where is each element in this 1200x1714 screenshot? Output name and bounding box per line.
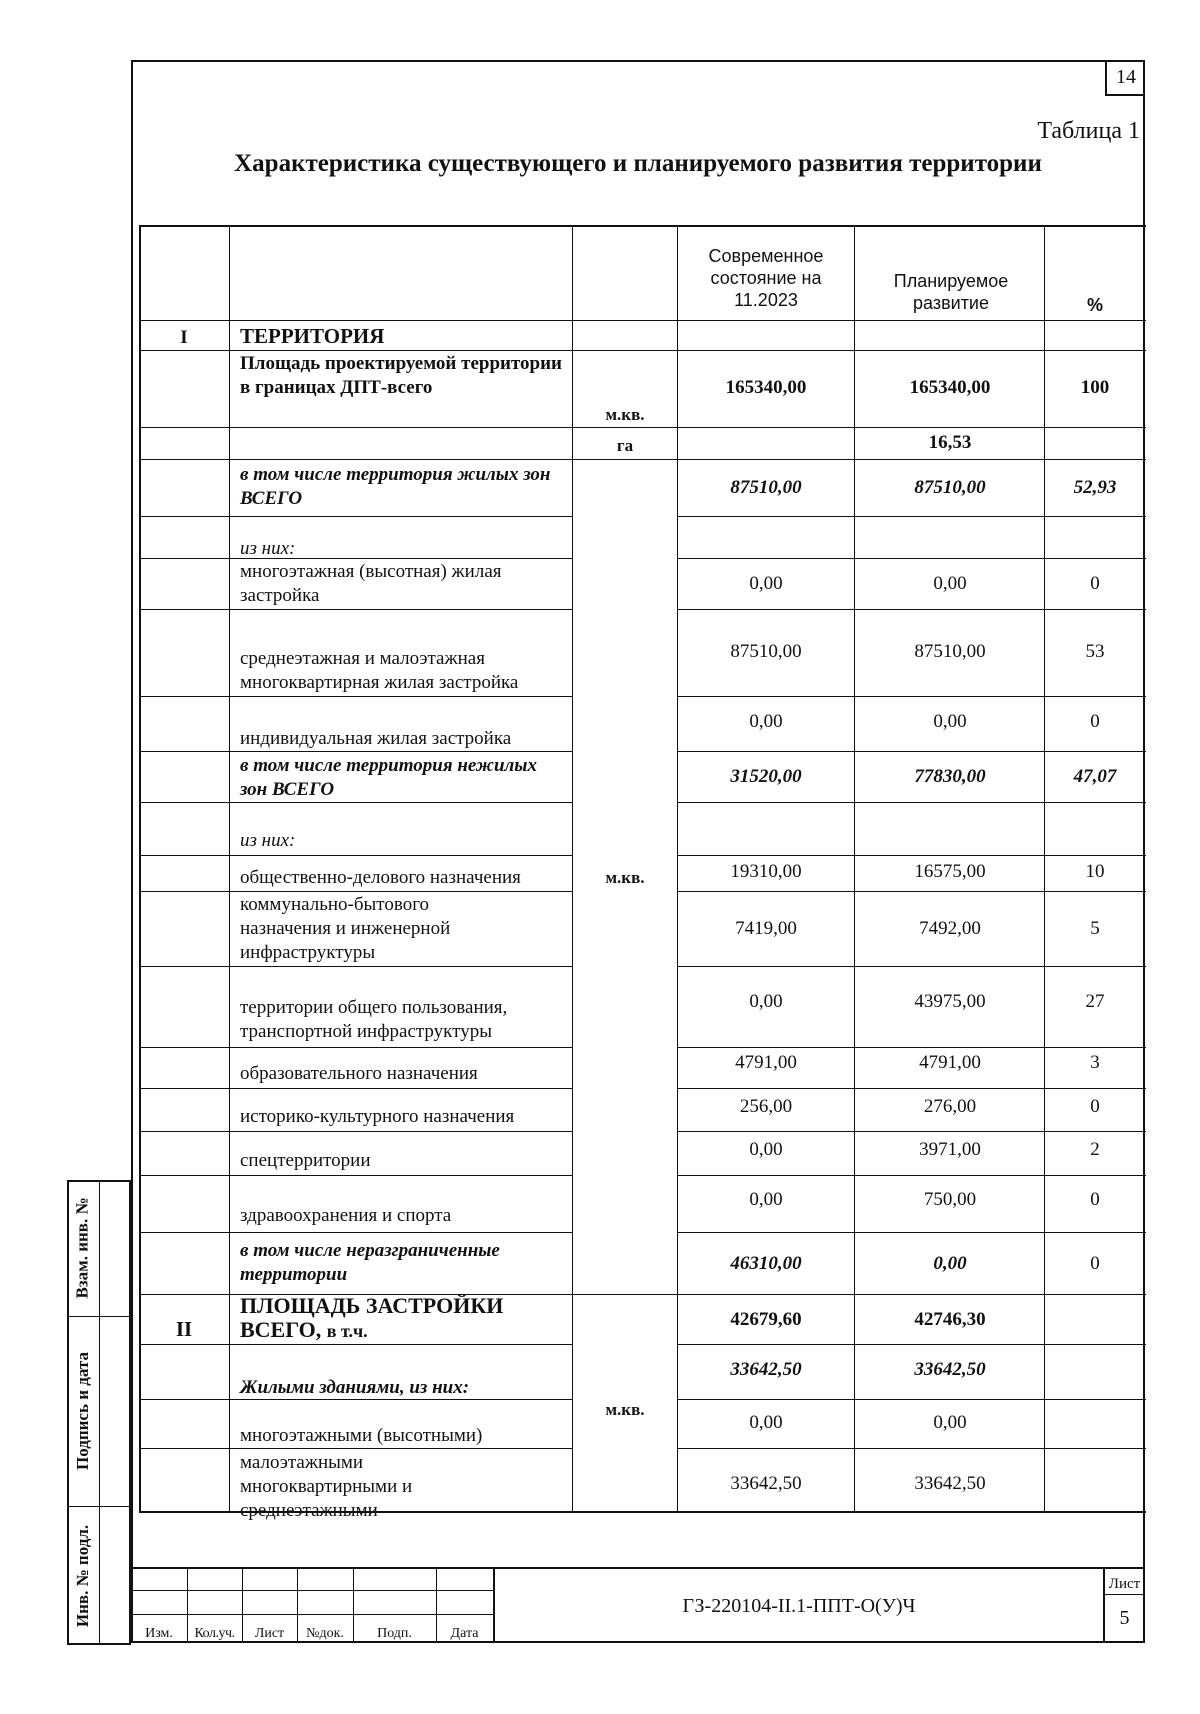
row-divider [139,609,572,610]
row-divider [139,427,1146,428]
row-planned: 165340,00 [909,377,991,398]
row-name: историко-культурного назначения [240,1106,515,1127]
row-percent: 47,07 [1073,766,1117,787]
row-planned: 16,53 [928,432,972,453]
row-divider [139,516,572,517]
row-current: 0,00 [749,573,783,594]
row-planned: 42746,30 [914,1309,986,1330]
row-divider [139,1232,572,1233]
row-name: образовательного назначения [240,1063,478,1084]
row-percent: 100 [1080,377,1110,398]
row-planned: 750,00 [923,1189,977,1210]
row-planned: 43975,00 [914,991,986,1012]
row-planned: 276,00 [923,1096,977,1117]
row-percent: 0 [1090,573,1100,594]
row-planned: 0,00 [933,711,967,732]
row-divider [139,350,1146,351]
row-current: 0,00 [749,991,783,1012]
row-divider [677,802,1146,803]
row-current: 7419,00 [735,918,797,939]
row-divider [139,320,1146,321]
row-current: 31520,00 [730,766,802,787]
row-name: коммунально-бытового назначения и инженерной инфраструктуры [240,894,451,963]
sheet-number: 5 [1119,1607,1130,1629]
row-percent: 3 [1090,1052,1100,1073]
row-divider [139,891,572,892]
row-divider [139,1088,572,1089]
row-percent: 0 [1090,1189,1100,1210]
row-percent: 0 [1090,1253,1100,1274]
row-current: 0,00 [749,711,783,732]
row-planned: 33642,50 [914,1473,986,1494]
header-planned: Планируемое развитие [893,271,1009,313]
row-name: из них: [240,538,296,559]
side-inv-exchange: Взам. инв. № [73,1197,93,1299]
row-planned: 77830,00 [914,766,986,787]
row-divider [677,516,1146,517]
row-percent: 53 [1085,641,1105,662]
row-percent: 5 [1090,918,1100,939]
row-name: в том числе территория нежилых зон ВСЕГО [240,755,537,800]
row-name: многоэтажными (высотными) [240,1425,483,1446]
row-divider [677,696,1146,697]
table-label: Таблица 1 [1037,118,1140,144]
row-planned: 87510,00 [914,641,986,662]
side-inv-original: Инв. № подл. [73,1524,93,1627]
section-title-suffix: в т.ч. [326,1321,368,1341]
row-divider [677,609,1146,610]
section-title-line1: ПЛОЩАДЬ ЗАСТРОЙКИ [240,1293,504,1318]
col-divider [1044,225,1045,1513]
row-current: 4791,00 [735,1052,797,1073]
row-planned: 87510,00 [914,477,986,498]
row-divider [677,1344,1146,1345]
row-planned: 3971,00 [919,1139,981,1160]
stamp-col-kol: Кол.уч. [194,1626,235,1641]
row-divider [139,1344,572,1345]
header-percent: % [1086,295,1103,315]
row-planned: 4791,00 [919,1052,981,1073]
row-percent: 0 [1090,711,1100,732]
row-divider [677,855,1146,856]
row-name: среднеэтажная и малоэтажная многоквартирная жилая застройка [240,648,519,693]
row-divider [677,1175,1146,1176]
row-divider [677,1232,1146,1233]
row-percent: 10 [1085,861,1105,882]
stamp-col-podp: Подп. [377,1626,412,1641]
row-current: 42679,60 [730,1309,802,1330]
section-number: II [175,1317,193,1341]
row-unit: га [616,436,634,455]
stamp-col-data: Дата [450,1626,479,1641]
row-divider [677,966,1146,967]
col-divider [677,225,678,1513]
document-code: ГЗ-220104-II.1-ППТ-О(У)Ч [682,1595,916,1617]
row-current: 256,00 [739,1096,793,1117]
row-percent: 52,93 [1073,477,1117,498]
row-name: многоэтажная (высотная) жилая застройка [240,561,502,606]
stamp-top-line [131,1567,1145,1569]
row-divider [677,1131,1146,1132]
stamp-row-line [131,1590,493,1591]
row-divider [677,1399,1146,1400]
row-divider [139,802,572,803]
row-current: 0,00 [749,1189,783,1210]
sheet-label: Лист [1108,1576,1141,1592]
section-title-line2: ВСЕГО, [240,1317,327,1342]
row-planned: 7492,00 [919,918,981,939]
stamp-col-ndok: №док. [306,1626,344,1641]
row-current: 19310,00 [730,861,802,882]
header-current: Современное состояние на 11.2023 [708,246,824,310]
section-number: I [180,327,188,348]
row-divider [139,966,572,967]
col-divider [229,225,230,1513]
row-current: 165340,00 [725,377,807,398]
row-current: 33642,50 [730,1359,802,1380]
row-divider [139,855,572,856]
row-current: 0,00 [749,1412,783,1433]
row-name: Жилыми зданиями, из них: [240,1377,470,1398]
row-current: 46310,00 [730,1253,802,1274]
row-planned: 0,00 [933,1253,967,1274]
row-current: 87510,00 [730,641,802,662]
row-unit: м.кв. [605,868,645,887]
row-current: 87510,00 [730,477,802,498]
section-title [240,1294,570,1343]
row-planned: 33642,50 [914,1359,986,1380]
row-current: 33642,50 [730,1473,802,1494]
col-divider [854,225,855,1513]
row-name: общественно-делового назначения [240,867,521,888]
side-signature-date: Подпись и дата [73,1352,93,1470]
row-name: здравоохранения и спорта [240,1205,452,1226]
row-divider [139,751,572,752]
row-divider [677,891,1146,892]
row-name: в том числе территория жилых зон ВСЕГО [240,464,551,509]
row-divider [677,1047,1146,1048]
row-planned: 0,00 [933,1412,967,1433]
row-planned: 0,00 [933,573,967,594]
row-divider [677,1448,1146,1449]
row-planned: 16575,00 [914,861,986,882]
row-percent: 0 [1090,1096,1100,1117]
document-title: Характеристика существующего и планируемого развития территории [234,150,1042,177]
row-divider [139,1047,572,1048]
side-stamp-divider [99,1180,100,1645]
row-percent: 27 [1085,991,1105,1012]
stamp-col-list: Лист [254,1626,285,1641]
row-divider [677,1088,1146,1089]
stamp-row-line [131,1614,493,1615]
row-divider [139,696,572,697]
row-name: индивидуальная жилая застройка [240,728,512,749]
row-name: территории общего пользования, транспортной инфраструктуры [240,997,508,1042]
row-name: спецтерритории [240,1150,371,1171]
page-number: 14 [1105,60,1145,96]
row-name: Площадь проектируемой территории в границах ДПТ-всего [240,353,563,398]
row-unit: м.кв. [605,405,645,424]
row-divider [139,1131,572,1132]
stamp-col-izm: Изм. [145,1626,173,1641]
row-divider [139,459,1146,460]
col-divider [572,225,573,1513]
row-name: из них: [240,830,296,851]
row-unit: м.кв. [605,1400,645,1419]
row-divider [139,1175,572,1176]
row-percent: 2 [1090,1139,1100,1160]
row-divider [139,1448,572,1449]
section-title: ТЕРРИТОРИЯ [240,324,385,348]
row-current: 0,00 [749,1139,783,1160]
row-name: малоэтажными многоквартирными и среднеэтажными [240,1452,413,1521]
row-divider [677,558,1146,559]
row-divider [677,751,1146,752]
row-name: в том числе неразграниченные территории [240,1240,500,1285]
